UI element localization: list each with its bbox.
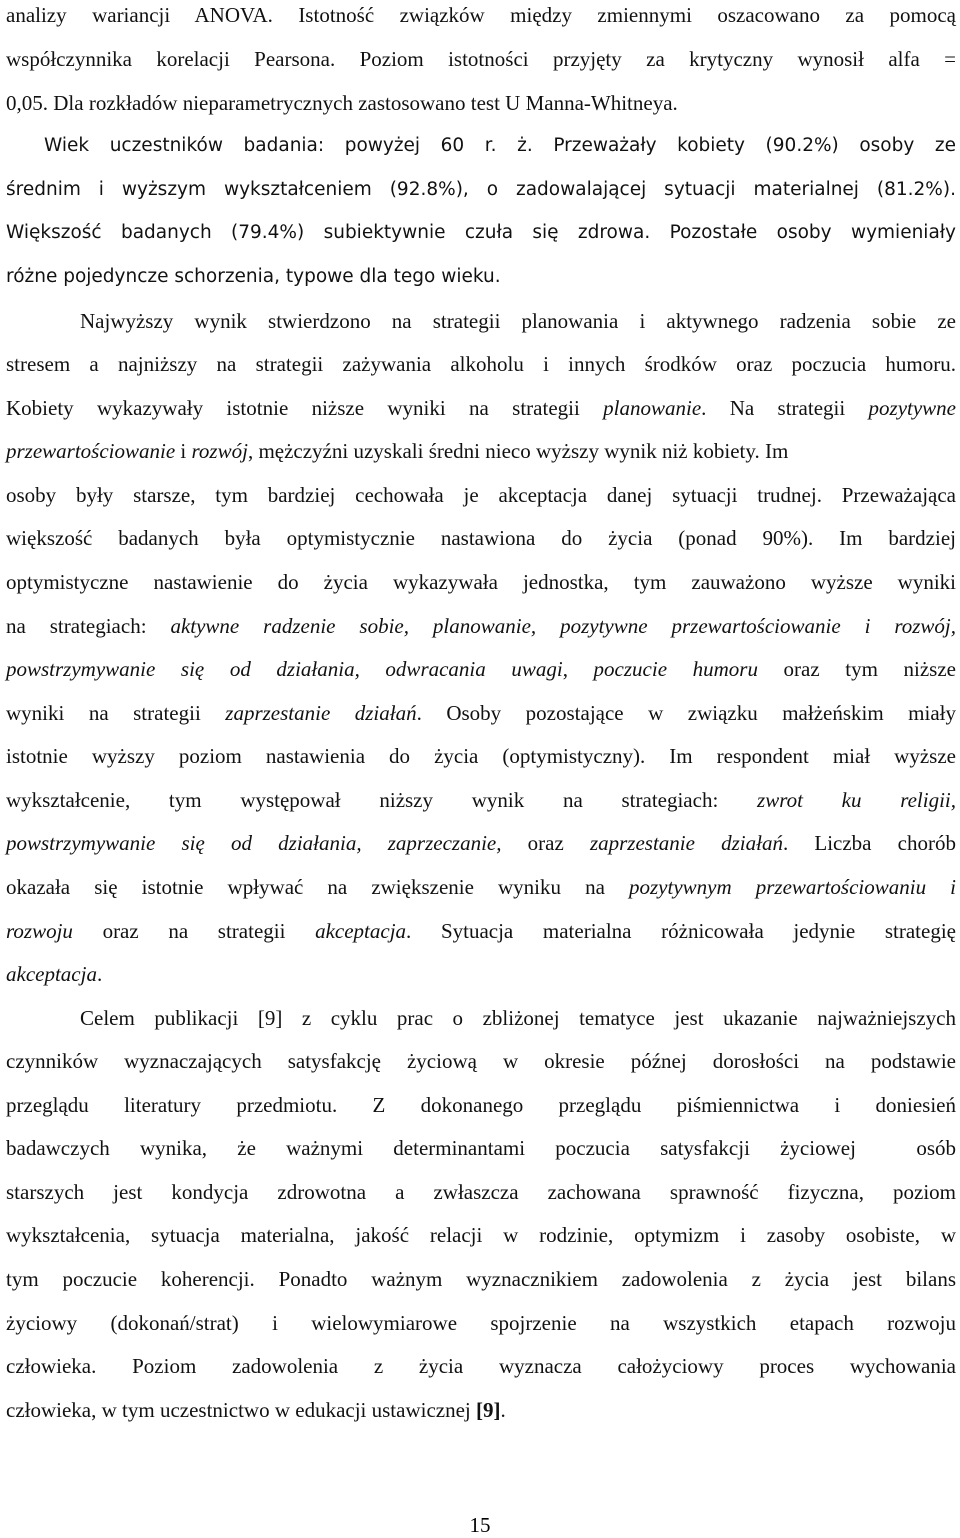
text-segment: badawczych wynika, że ważnymi determinantami poczucia satysfakcji życiowej osób: [6, 1136, 956, 1160]
text-line: [6, 961, 956, 987]
text-line: [6, 1310, 956, 1336]
italic-text: rozwój: [191, 439, 248, 463]
bold-text: [9]: [476, 1398, 501, 1422]
italic-text: aktywne radzenie sobie, planowanie, pozytywne przewartościowanie i rozwój,: [170, 614, 956, 638]
text-segment: 0,05. Dla rozkładów nieparametrycznych zastosowano test U Manna-Whitneya.: [6, 91, 678, 115]
text-line: [6, 220, 956, 246]
text-line: [44, 133, 956, 159]
text-line: [6, 2, 956, 28]
text-line: [6, 700, 956, 726]
text-line: [80, 308, 956, 334]
text-segment: . Sytuacja materialna różnicowała jedynie strategię: [406, 919, 956, 943]
text-segment: czynników wyznaczających satysfakcję życiową w okresie późnej dorosłości na podstawie: [6, 1049, 956, 1073]
text-segment: .: [96, 962, 103, 986]
text-segment: Wiek uczestników badania: powyżej 60 r. ż. Przeważały kobiety (90.2%) osoby ze: [44, 135, 956, 156]
text-segment: optymistyczne nastawienie do życia wykazywała jednostka, tym zauważono wyższe wyniki: [6, 570, 956, 594]
text-segment: . Na strategii: [701, 396, 869, 420]
italic-text: pozytywne: [868, 396, 956, 420]
italic-text: przewartościowanie: [6, 439, 176, 463]
text-segment: Najwyższy wynik stwierdzono na strategii planowania i aktywnego radzenia sobie ze: [80, 309, 956, 333]
text-line: [6, 830, 956, 856]
italic-text: akceptacja: [6, 962, 97, 986]
text-line: [6, 569, 956, 595]
text-segment: życiowy (dokonań/strat) i wielowymiarowe spojrzenie na wszystkich etapach rozwoju: [6, 1311, 956, 1335]
text-segment: większość badanych była optymistycznie nastawiona do życia (ponad 90%). Im bardziej: [6, 526, 956, 550]
text-segment: na strategiach:: [6, 614, 171, 638]
text-segment: wyniki na strategii: [6, 701, 226, 725]
text-segment: . Liczba chorób: [782, 831, 956, 855]
text-segment: Większość badanych (79.4%) subiektywnie czuła się zdrowa.: [6, 222, 670, 243]
text-segment: osoby były starsze, tym bardziej cechowała je akceptacja danej sytuacji trudnej. Przeważająca: [6, 483, 956, 507]
text-line: [6, 1353, 956, 1379]
italic-text: pozytywnym przewartościowaniu i: [629, 875, 956, 899]
text-segment: wykształcenia, sytuacja materialna, jakość relacji w rodzinie, optymizm i zasoby osobiste, w: [6, 1223, 956, 1247]
text-line: [6, 1092, 956, 1118]
italic-text: planowanie: [603, 396, 702, 420]
text-segment: .: [500, 1398, 506, 1422]
text-line: [6, 351, 956, 377]
text-segment: stresem a najniższy na strategii zażywania alkoholu i innych środków oraz poczucia humoru.: [6, 352, 956, 376]
text-segment: człowieka. Poziom zadowolenia z życia wyznacza całożyciowy proces wychowania: [6, 1354, 956, 1378]
text-segment: okazała się istotnie wpływać na zwiększenie wyniku na: [6, 875, 629, 899]
text-segment: przeglądu literatury przedmiotu. Z dokonanego przeglądu piśmiennictwa i doniesień: [6, 1093, 956, 1117]
italic-text: poczucie humoru: [593, 657, 758, 681]
text-line: [6, 177, 956, 203]
text-line: [6, 395, 956, 421]
text-line: [6, 264, 956, 290]
text-segment: istotnie wyższy poziom nastawienia do życia (optymistyczny). Im respondent miał wyższe: [6, 744, 956, 768]
text-line: [6, 1135, 956, 1161]
text-line: [6, 482, 956, 508]
text-line: [6, 1048, 956, 1074]
text-segment: wykształcenie, tym występował niższy wynik na strategiach:: [6, 788, 758, 812]
text-segment: oraz tym niższe: [757, 657, 956, 681]
italic-text: zwrot ku religii,: [757, 788, 956, 812]
text-segment: średnim i wyższym wykształceniem (92.8%), o zadowalającej sytuacji materialnej (81.2%).: [6, 179, 956, 200]
page-number: 15: [469, 1513, 491, 1537]
text-segment: współczynnika korelacji Pearsona. Poziom istotności przyjęty za krytyczny wynosił alfa =: [6, 47, 956, 71]
italic-text: zaprzestanie działań: [589, 831, 783, 855]
text-segment: Kobiety wykazywały istotnie niższe wyniki na strategii: [6, 396, 604, 420]
text-line: [6, 1266, 956, 1292]
text-line: [6, 787, 956, 813]
text-line: [6, 1179, 956, 1205]
italic-text: powstrzymywanie się od działania, odwracania uwagi: [6, 657, 563, 681]
text-line: [6, 525, 956, 551]
text-line: [80, 1005, 956, 1031]
italic-text: rozwoju: [6, 919, 73, 943]
text-line: [6, 874, 956, 900]
text-segment: . Osoby pozostające w związku małżeńskim miały: [416, 701, 956, 725]
text-segment: tym poczucie koherencji. Ponadto ważnym wyznacznikiem zadowolenia z życia jest bilans: [6, 1267, 956, 1291]
text-line: [6, 438, 956, 464]
italic-text: powstrzymywanie się od działania, zaprzeczanie,: [6, 831, 502, 855]
text-segment: starszych jest kondycja zdrowotna a zwłaszcza zachowana sprawność fizyczna, poziom: [6, 1180, 956, 1204]
text-line: [6, 743, 956, 769]
text-segment: ,: [562, 657, 594, 681]
text-segment: oraz: [501, 831, 590, 855]
text-line: [6, 1222, 956, 1248]
italic-text: zaprzestanie działań: [225, 701, 417, 725]
text-line: [6, 1397, 956, 1423]
text-line: [6, 656, 956, 682]
text-line: [6, 46, 956, 72]
text-segment: i: [175, 439, 192, 463]
text-segment: Celem publikacji [9] z cyklu prac o zbliżonej tematyce jest ukazanie najważniejszych: [80, 1006, 956, 1030]
italic-text: akceptacja: [315, 919, 407, 943]
text-line: [6, 90, 956, 116]
text-segment: analizy wariancji ANOVA. Istotność związków między zmiennymi oszacowano za pomocą: [6, 3, 956, 27]
text-line: [6, 918, 956, 944]
text-segment: Pozostałe osoby wymieniały: [669, 222, 956, 243]
text-segment: różne pojedyncze schorzenia, typowe dla tego wieku.: [6, 266, 501, 287]
text-line: [6, 613, 956, 639]
text-segment: człowieka, w tym uczestnictwo w edukacji ustawicznej: [6, 1398, 476, 1422]
text-segment: , mężczyźni uzyskali średni nieco wyższy wynik niż kobiety. Im: [247, 439, 789, 463]
text-segment: oraz na strategii: [72, 919, 316, 943]
